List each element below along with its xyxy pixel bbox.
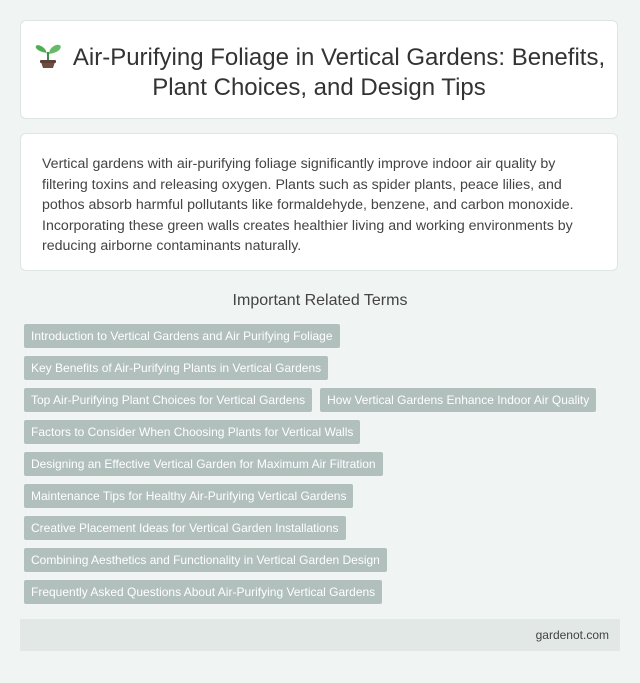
related-term-tag[interactable]: Frequently Asked Questions About Air-Purifying Vertical Gardens bbox=[24, 580, 382, 604]
related-terms-heading: Important Related Terms bbox=[232, 292, 408, 309]
summary-card bbox=[20, 133, 618, 271]
site-name[interactable]: gardenot.com bbox=[535, 628, 609, 642]
related-term-tag[interactable]: Key Benefits of Air-Purifying Plants in Vertical Gardens bbox=[24, 356, 328, 380]
tag-row bbox=[20, 452, 620, 476]
related-term-tag[interactable]: Top Air-Purifying Plant Choices for Vertical Gardens bbox=[24, 388, 312, 412]
title-card bbox=[20, 20, 618, 119]
tag-row bbox=[20, 420, 620, 444]
tag-row bbox=[20, 356, 620, 380]
related-term-tag[interactable]: Factors to Consider When Choosing Plants for Vertical Walls bbox=[24, 420, 360, 444]
related-terms-list bbox=[20, 324, 620, 612]
tag-row bbox=[20, 580, 620, 604]
related-term-tag[interactable]: How Vertical Gardens Enhance Indoor Air Quality bbox=[320, 388, 596, 412]
related-term-tag[interactable]: Introduction to Vertical Gardens and Air Purifying Foliage bbox=[24, 324, 340, 348]
related-term-tag[interactable]: Combining Aesthetics and Functionality in Vertical Garden Design bbox=[24, 548, 387, 572]
seedling-icon bbox=[33, 43, 63, 69]
tag-row bbox=[20, 484, 620, 508]
related-term-tag[interactable]: Designing an Effective Vertical Garden for Maximum Air Filtration bbox=[24, 452, 383, 476]
related-term-tag[interactable]: Creative Placement Ideas for Vertical Garden Installations bbox=[24, 516, 346, 540]
footer bbox=[20, 619, 620, 651]
tag-row bbox=[20, 548, 620, 572]
page-title: Air-Purifying Foliage in Vertical Gardens: Benefits, Plant Choices, and Design Tips bbox=[21, 43, 617, 103]
tag-row bbox=[20, 516, 620, 540]
tag-row bbox=[20, 388, 620, 412]
related-term-tag[interactable]: Maintenance Tips for Healthy Air-Purifying Vertical Gardens bbox=[24, 484, 353, 508]
summary-text: Vertical gardens with air-purifying foliage significantly improve indoor air quality by filtering toxins and releasing oxygen. Plants such as spider plants, peace lilies, and pothos absorb harmful pollutants like formaldehyde, benzene, and carbon monoxide. Incorporating these green walls creates healthier living and working environments by reducing airborne contaminants naturally. bbox=[42, 156, 574, 254]
tag-row bbox=[20, 324, 620, 348]
